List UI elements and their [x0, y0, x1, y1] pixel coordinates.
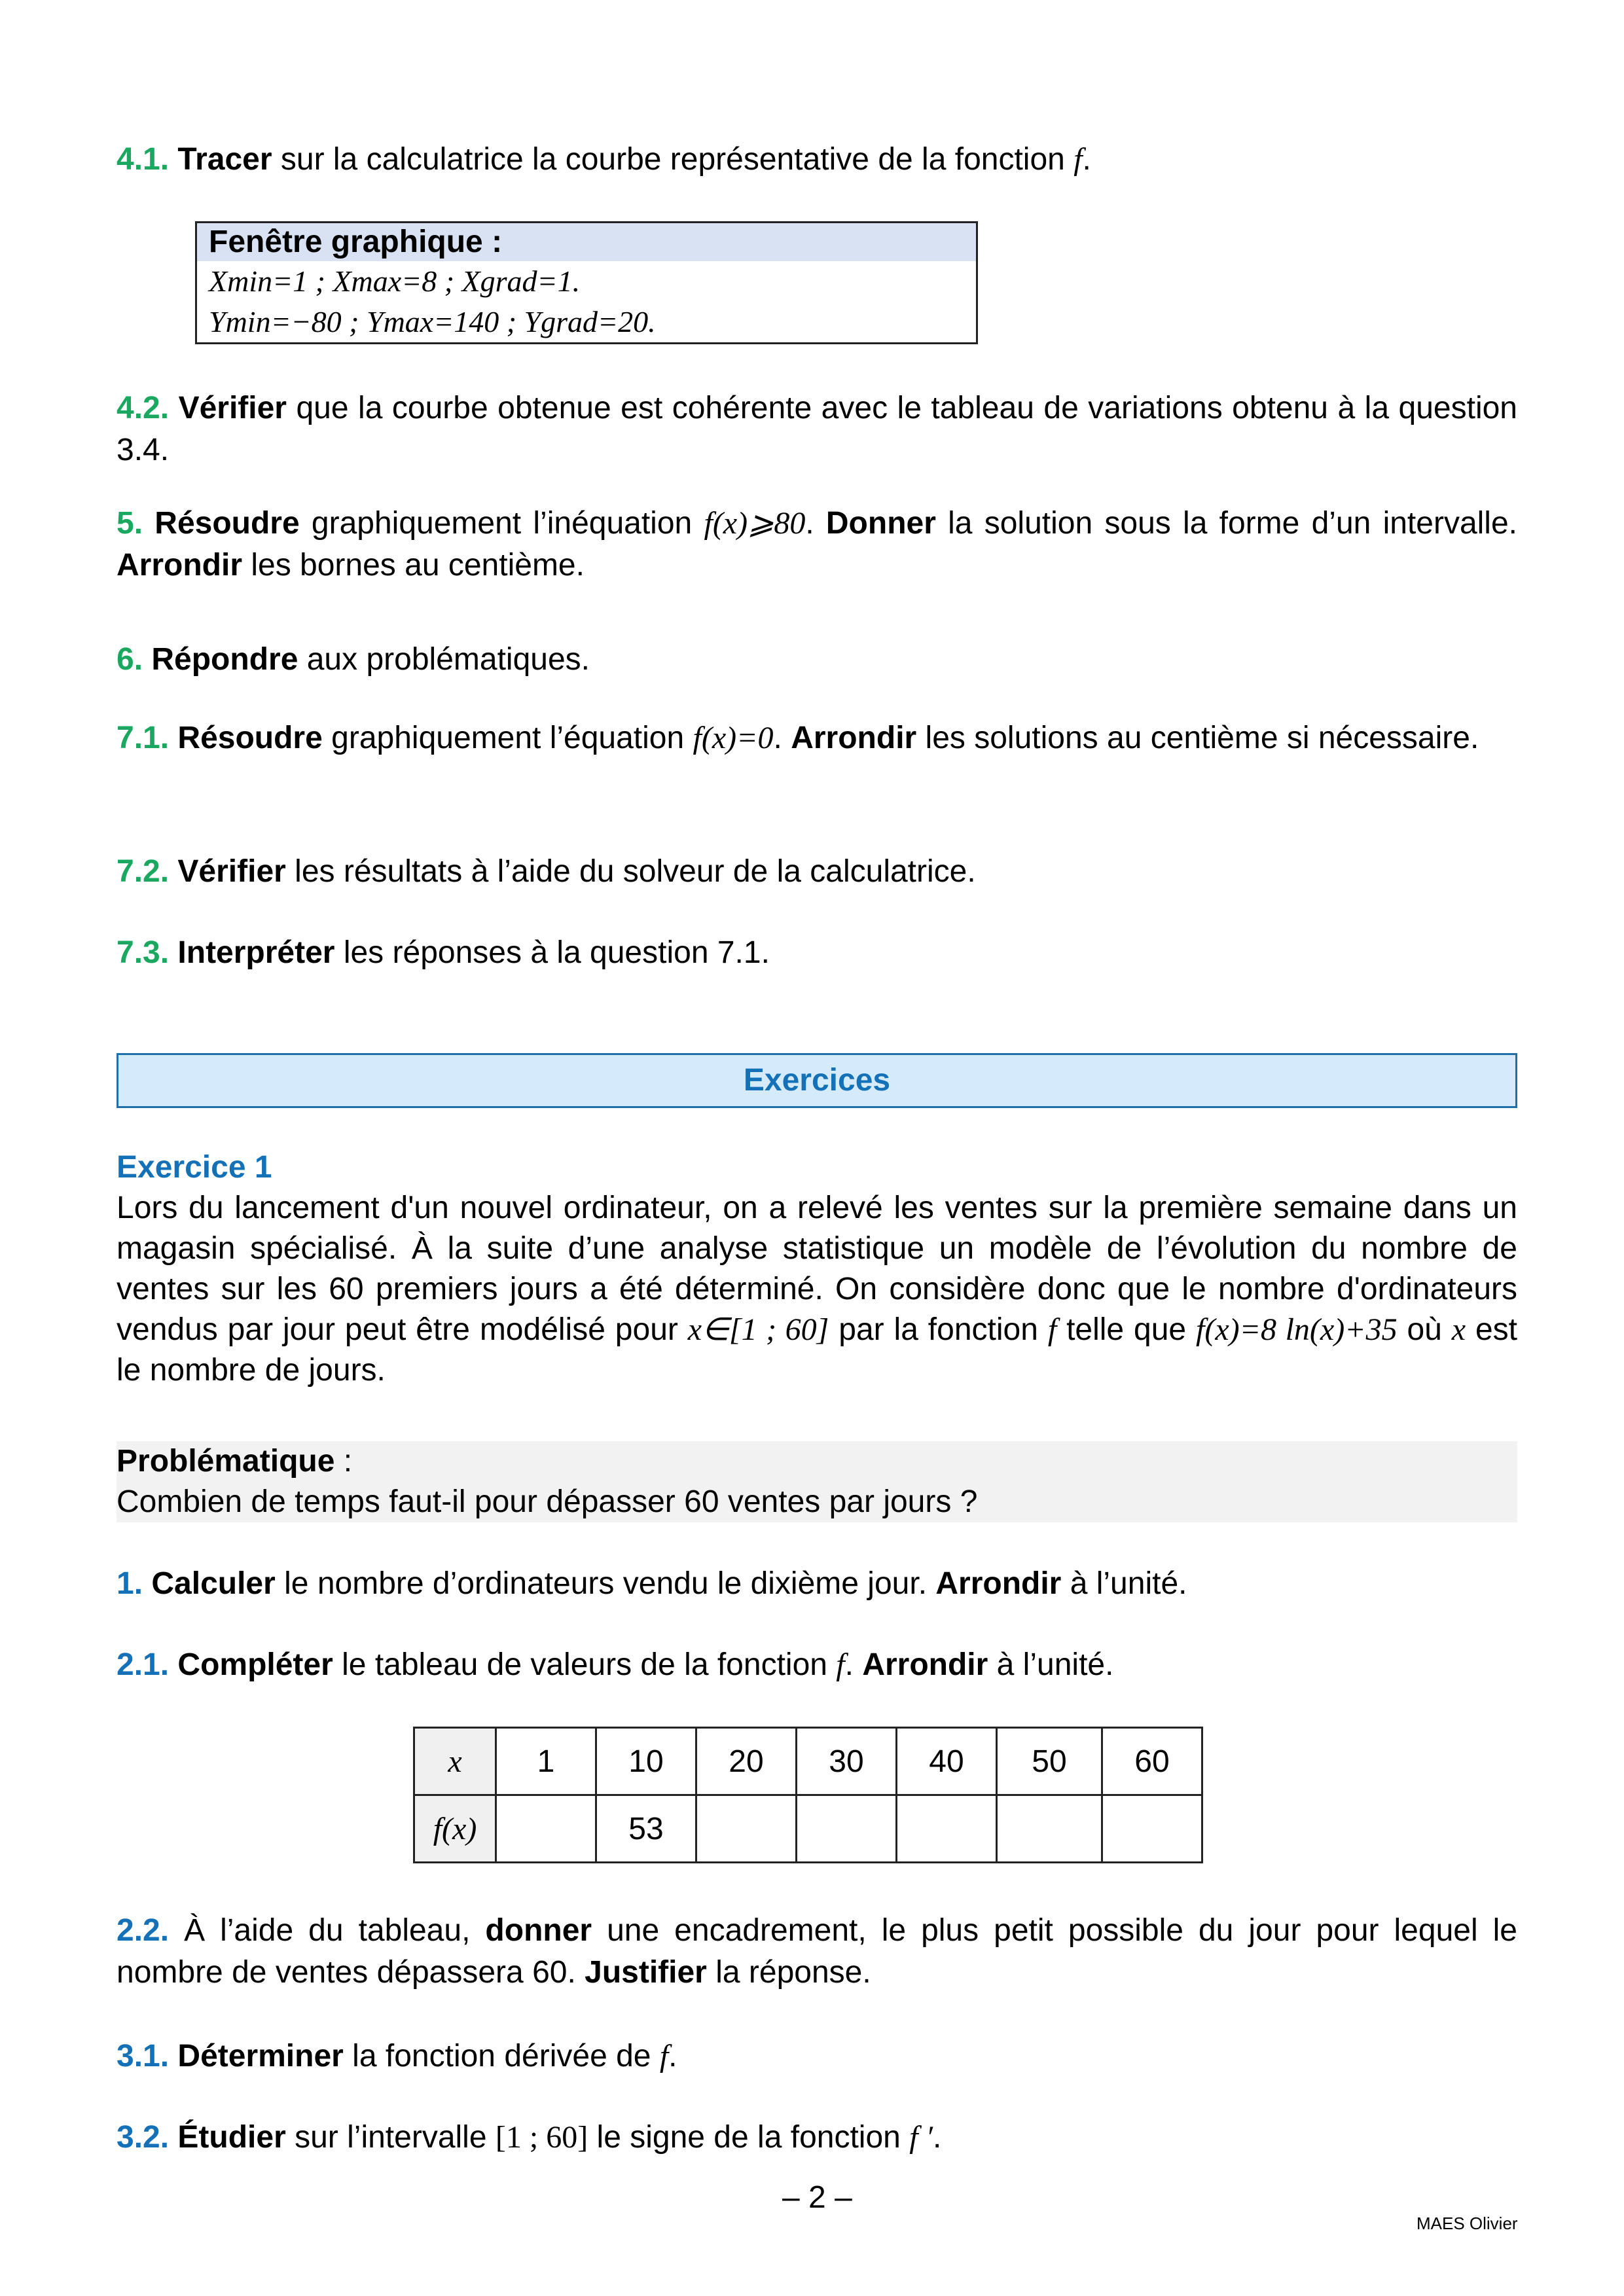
question-5: 5. Résoudre graphiquement l’inéquation f(x)⩾80. Donner la solution sous la forme d’un intervalle. Arrondir les bornes au centième. [117, 506, 1518, 583]
question-7-1: 7.1. Résoudre graphiquement l’équation f(x)=0. Arrondir les solutions au centième si nécessaire. [117, 721, 1479, 755]
exercices-banner: Exercices [117, 1053, 1517, 1108]
graphic-window-x-settings: Xmin=1 ; Xmax=8 ; Xgrad=1. [209, 264, 581, 298]
table-cell-input[interactable] [696, 1795, 797, 1863]
math-equation: f(x)=0 [693, 721, 774, 755]
row-header-x: x [414, 1728, 496, 1795]
exercise-1-question-2-1: 2.1. Compléter le tableau de valeurs de la fonction f. Arrondir à l’unité. [117, 1647, 1114, 1682]
table-row-fx [414, 1795, 1202, 1863]
action-verb: Tracer [177, 142, 272, 177]
math-inequation: f(x)⩾80 [704, 506, 806, 541]
math-domain: x∈[1 ; 60] [687, 1312, 829, 1347]
math-formula: f(x)=8 ln(x)+35 [1196, 1312, 1398, 1347]
table-cell-input[interactable] [997, 1795, 1102, 1863]
table-cell: 30 [797, 1728, 897, 1795]
author: MAES Olivier [1416, 2214, 1518, 2233]
math-interval: [1 ; 60] [495, 2120, 588, 2155]
table-cell: 60 [1102, 1728, 1202, 1795]
table-cell-input[interactable] [897, 1795, 997, 1863]
exercise-1-question-3-1: 3.1. Déterminer la fonction dérivée de f. [117, 2039, 677, 2073]
question-7-2: 7.2. Vérifier les résultats à l’aide du solveur de la calculatrice. [117, 854, 976, 889]
problematique-box: Problématique : Combien de temps faut-il pour dépasser 60 ventes par jours ? [117, 1441, 1517, 1522]
table-cell-input[interactable] [797, 1795, 897, 1863]
exercise-1-intro: Lors du lancement d'un nouvel ordinateur, on a relevé les ventes sur la première semaine dans un magasin spécialisé. À la suite d’une analyse statistique un modèle de l’évolution du nombre de ventes sur les 60 premiers jours a été déterminé. On considère donc que le nombre d'ordinateurs vendus par jour peut être modélisé pour x∈[1 ; 60] par la fonction f telle que f(x)=8 ln(x)+35 où x est le nombre de jours. [117, 1191, 1518, 1388]
problematique-label: Problématique [117, 1444, 335, 1479]
exercise-1-question-1: 1. Calculer le nombre d’ordinateurs vendu le dixième jour. Arrondir à l’unité. [117, 1566, 1187, 1601]
table-cell: 10 [596, 1728, 696, 1795]
page-number: – 2 – [782, 2180, 852, 2215]
exercise-1-title: Exercice 1 [117, 1150, 272, 1185]
question-7-3: 7.3. Interpréter les réponses à la question 7.1. [117, 935, 770, 970]
table-cell: 40 [897, 1728, 997, 1795]
table-cell: 53 [596, 1795, 696, 1863]
table-cell: 50 [997, 1728, 1102, 1795]
graphic-window-box [195, 221, 978, 344]
exercise-1-question-2-2: 2.2. À l’aide du tableau, donner une encadrement, le plus petit possible du jour pour lequel le nombre de ventes dépassera 60. Justifier la réponse. [117, 1913, 1517, 1990]
question-4-1: 4.1. Tracer sur la calculatrice la courbe représentative de la fonction f. [117, 142, 1091, 177]
table-cell-input[interactable] [496, 1795, 596, 1863]
question-number: 4.1. [117, 142, 170, 177]
question-4-2: 4.2. Vérifier que la courbe obtenue est cohérente avec le tableau de variations obtenu à la question 3.4. [117, 391, 1517, 467]
exercise-1-question-3-2: 3.2. Étudier sur l’intervalle [1 ; 60] le signe de la fonction f ′. [117, 2120, 942, 2155]
table-cell-input[interactable] [1102, 1795, 1202, 1863]
table-cell: 20 [696, 1728, 797, 1795]
problematique-question: Combien de temps faut-il pour dépasser 60 ventes par jours ? [117, 1484, 978, 1519]
question-6: 6. Répondre aux problématiques. [117, 642, 590, 677]
graphic-window-y-settings: Ymin=−80 ; Ymax=140 ; Ygrad=20. [209, 305, 656, 338]
table-cell: 1 [496, 1728, 596, 1795]
values-table [413, 1727, 1203, 1863]
math-f: f [1074, 142, 1083, 177]
row-header-fx: f(x) [414, 1795, 496, 1863]
table-row-x [414, 1728, 1202, 1795]
graphic-window-title: Fenêtre graphique : [197, 223, 976, 261]
